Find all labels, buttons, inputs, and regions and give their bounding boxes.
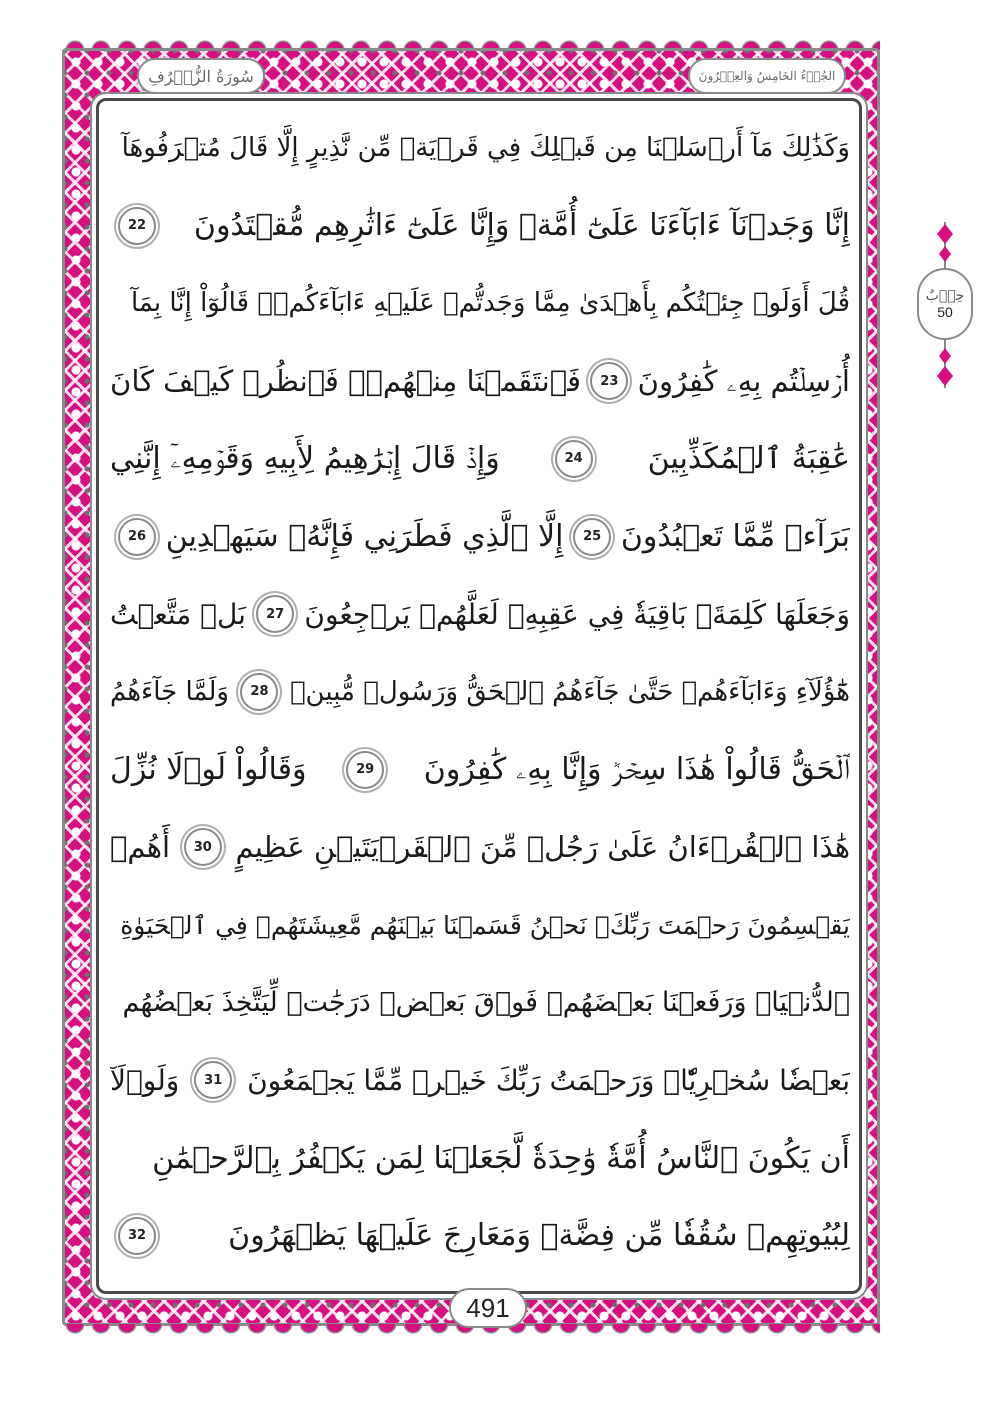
verse-text: قُلَ أَوَلَوۡ جِئۡتُكُم بِأَهۡدَىٰ مِمَّا وَجَدتُّمۡ عَلَيۡهِ ءَابَآءَكُمۡۖ قَالُوٓاْ إِنَّا بِمَآ (130, 288, 850, 319)
verse-text: أَهُمۡ (110, 830, 171, 865)
verse-text: هَٰذَا ٱلۡقُرۡءَانُ عَلَىٰ رَجُلٖ مِّنَ ٱلۡقَرۡيَتَيۡنِ عَظِيمٍ (235, 830, 850, 865)
verse-text: أُرۡسِلۡتُم بِهِۦ كَٰفِرُونَ (637, 363, 850, 398)
quran-line (110, 423, 850, 495)
verse-text: ٱلدُّنۡيَاۚ وَرَفَعۡنَا بَعۡضَهُمۡ فَوۡقَ بَعۡضٖ دَرَجَٰتٖ لِّيَتَّخِذَ بَعۡضُهُم (122, 987, 850, 1019)
quran-line (110, 1122, 850, 1194)
verse-text: وَقَالُواْ لَوۡلَا نُزِّلَ (110, 752, 307, 788)
quran-line (110, 345, 850, 417)
verse-text: وَلَوۡلَآ (110, 1063, 180, 1097)
verse-text: وَلَمَّا جَآءَهُمُ (110, 676, 229, 707)
ayah-number-marker: 22 (118, 207, 156, 245)
ayah-number-marker: 30 (184, 828, 222, 866)
quran-line (110, 267, 850, 339)
verse-text: عَٰقِبَةُ ٱلۡمُكَذِّبِينَ (647, 441, 850, 477)
verse-text: وَإِذۡ قَالَ إِبۡرَٰهِيمُ لِأَبِيهِ وَقَوۡمِهِۦٓ إِنَّنِي (110, 441, 500, 477)
quran-line (110, 501, 850, 573)
surah-name-header: سُورَةُ الزُّخۡرُفِ (137, 58, 265, 94)
juz-name-header: الجُزۡءُ الخَامِسُ وَالعِشۡرُونَ (688, 58, 846, 94)
verse-text: ٱلۡحَقُّ قَالُواْ هَٰذَا سِحۡرٞ وَإِنَّا بِهِۦ كَٰفِرُونَ (423, 752, 850, 788)
verse-text: وَكَذَٰلِكَ مَآ أَرۡسَلۡنَا مِن قَبۡلِكَ فِي قَرۡيَةٖ مِّن نَّذِيرٍ إِلَّا قَالَ مُتۡرَفُوهَآ (121, 133, 850, 163)
ayah-number-marker: 26 (118, 518, 156, 556)
verse-text: بَرَآءٞ مِّمَّا تَعۡبُدُونَ (620, 519, 850, 555)
verse-text: إِلَّا ٱلَّذِي فَطَرَنِي فَإِنَّهُۥ سَيَهۡدِينِ (165, 519, 564, 555)
ayah-number-marker: 28 (240, 673, 278, 711)
quran-line (110, 656, 850, 728)
quran-line (110, 811, 850, 883)
verse-text: بَعۡضٗا سُخۡرِيّٗاۗ وَرَحۡمَتُ رَبِّكَ خَيۡرٞ مِّمَّا يَجۡمَعُونَ (247, 1063, 850, 1097)
hizb-label: حِزۡبٌ (925, 288, 965, 304)
verse-text: فَٱنتَقَمۡنَا مِنۡهُمۡۖ فَٱنظُرۡ كَيۡفَ كَانَ (110, 364, 582, 399)
ayah-number-marker: 25 (573, 518, 611, 556)
verse-text: وَجَعَلَهَا كَلِمَةَۢ بَاقِيَةٗ فِي عَقِبِهِۦ لَعَلَّهُمۡ يَرۡجِعُونَ (304, 597, 850, 631)
hizb-marker (917, 268, 973, 340)
ayah-number-marker: 24 (555, 440, 593, 478)
quran-line (110, 112, 850, 184)
quran-line (110, 734, 850, 806)
ayah-number-marker: 32 (118, 1217, 156, 1255)
quran-text-lines (110, 112, 850, 1272)
quran-line (110, 1044, 850, 1116)
verse-text: إِنَّا وَجَدۡنَآ ءَابَآءَنَا عَلَىٰٓ أُمَّةٖ وَإِنَّا عَلَىٰٓ ءَاثَٰرِهِم مُّقۡتَدُونَ (193, 208, 850, 244)
hizb-number: 50 (937, 304, 953, 320)
quran-line (110, 190, 850, 262)
quran-line (110, 967, 850, 1039)
verse-text: لِبُيُوتِهِمۡ سُقُفٗا مِّن فِضَّةٖ وَمَعَارِجَ عَلَيۡهَا يَظۡهَرُونَ (228, 1218, 850, 1254)
page-number: 491 (449, 1288, 527, 1328)
ayah-number-marker: 29 (346, 751, 384, 789)
verse-text: أَن يَكُونَ ٱلنَّاسُ أُمَّةٗ وَٰحِدَةٗ لَّجَعَلۡنَا لِمَن يَكۡفُرُ بِٱلرَّحۡمَٰنِ (152, 1140, 850, 1176)
quran-line (110, 578, 850, 650)
ayah-number-marker: 23 (590, 362, 628, 400)
verse-text: بَلۡ مَتَّعۡتُ (110, 597, 246, 631)
quran-line (110, 1200, 850, 1272)
verse-text: يَقۡسِمُونَ رَحۡمَتَ رَبِّكَۚ نَحۡنُ قَسَمۡنَا بَيۡنَهُم مَّعِيشَتَهُمۡ فِي ٱلۡحَيَوٰةِ (120, 910, 850, 940)
verse-text: هَٰٓؤُلَآءِ وَءَابَآءَهُمۡ حَتَّىٰ جَآءَهُمُ ٱلۡحَقُّ وَرَسُولٞ مُّبِينٞ (289, 676, 850, 707)
ayah-number-marker: 27 (256, 595, 294, 633)
ayah-number-marker: 31 (194, 1061, 232, 1099)
quran-line (110, 889, 850, 961)
